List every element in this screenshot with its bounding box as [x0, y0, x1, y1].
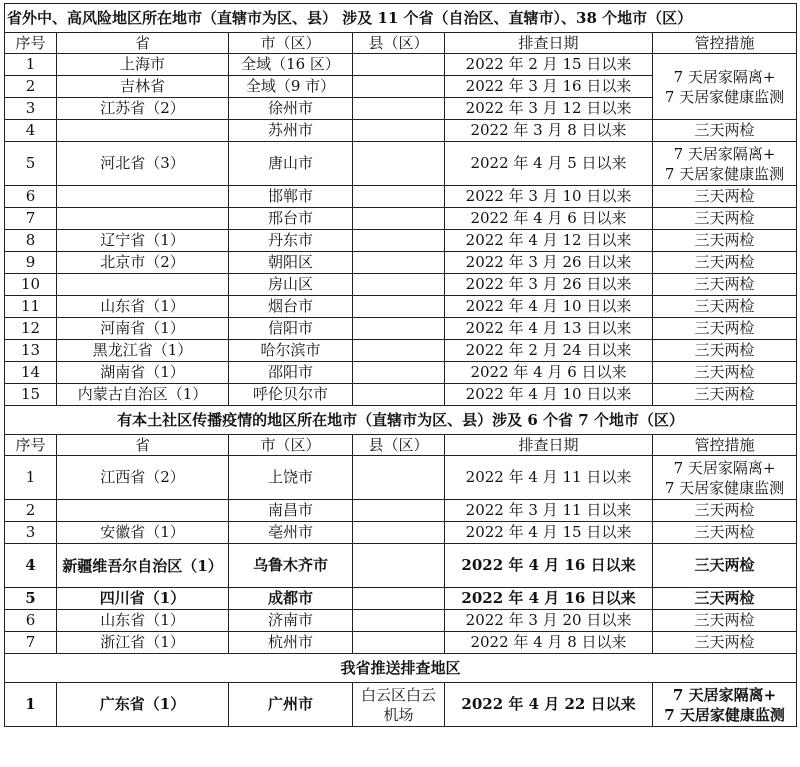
cell-measure: 三天两检: [653, 588, 797, 610]
cell-measure: 三天两检: [653, 362, 797, 384]
cell-date: 2022 年 4 月 16 日以来: [445, 588, 653, 610]
table-row: [5, 252, 797, 274]
cell-seq: 10: [5, 274, 57, 296]
cell-date: 2022 年 3 月 26 日以来: [445, 252, 653, 274]
cell-seq: 1: [5, 683, 57, 727]
cell-measure: 三天两检: [653, 186, 797, 208]
cell-province: 北京市（2）: [57, 252, 229, 274]
cell-province: 新疆维吾尔自治区（1）: [57, 544, 229, 588]
cell-date: 2022 年 4 月 16 日以来: [445, 544, 653, 588]
cell-date: 2022 年 4 月 22 日以来: [445, 683, 653, 727]
cell-date: 2022 年 3 月 12 日以来: [445, 98, 653, 120]
cell-seq: 6: [5, 610, 57, 632]
cell-city: 徐州市: [229, 98, 353, 120]
cell-city: 上饶市: [229, 456, 353, 500]
table-row: [5, 54, 797, 76]
cell-measure: 三天两检: [653, 632, 797, 654]
cell-city: 南昌市: [229, 500, 353, 522]
header-date: 排查日期: [445, 33, 653, 54]
measure-line-2: 7 天居家健康监测: [664, 164, 785, 183]
cell-measure: 三天两检: [653, 610, 797, 632]
cell-seq: 4: [5, 120, 57, 142]
cell-county: [353, 98, 445, 120]
cell-seq: 7: [5, 632, 57, 654]
header-city: 市（区）: [229, 435, 353, 456]
measure-line-1: 7 天居家隔离+: [673, 67, 776, 86]
cell-province: 浙江省（1）: [57, 632, 229, 654]
header-measure: 管控措施: [653, 33, 797, 54]
cell-province: 山东省（1）: [57, 610, 229, 632]
cell-county: [353, 340, 445, 362]
section2-title: 有本土社区传播疫情的地区所在地市（直辖市为区、县）涉及 6 个省 7 个地市（区）: [5, 406, 797, 435]
cell-city: 唐山市: [229, 142, 353, 186]
section1-title: 省外中、高风险地区所在地市（直辖市为区、县） 涉及 11 个省（自治区、直辖市）、38 个地市（区）: [5, 4, 797, 33]
cell-measure-quarantine: [653, 456, 797, 500]
cell-seq: 5: [5, 588, 57, 610]
cell-date: 2022 年 4 月 11 日以来: [445, 456, 653, 500]
cell-province: 河北省（3）: [57, 142, 229, 186]
cell-city: 丹东市: [229, 230, 353, 252]
cell-date: 2022 年 3 月 26 日以来: [445, 274, 653, 296]
cell-county: [353, 54, 445, 76]
cell-city: 杭州市: [229, 632, 353, 654]
cell-measure: 三天两检: [653, 500, 797, 522]
cell-province: [57, 208, 229, 230]
cell-seq: 3: [5, 522, 57, 544]
cell-date: 2022 年 4 月 6 日以来: [445, 208, 653, 230]
cell-county: [353, 186, 445, 208]
table-row: [5, 500, 797, 522]
cell-county: [353, 230, 445, 252]
table-row: [5, 544, 797, 588]
table-row: [5, 632, 797, 654]
cell-seq: 13: [5, 340, 57, 362]
cell-province: 湖南省（1）: [57, 362, 229, 384]
table-row: [5, 362, 797, 384]
header-province: 省: [57, 435, 229, 456]
cell-province: 吉林省: [57, 76, 229, 98]
cell-date: 2022 年 2 月 24 日以来: [445, 340, 653, 362]
cell-county: [353, 362, 445, 384]
cell-province: 四川省（1）: [57, 588, 229, 610]
cell-city: 全域（16 区）: [229, 54, 353, 76]
header-seq: 序号: [5, 33, 57, 54]
cell-measure: 三天两检: [653, 274, 797, 296]
cell-measure-quarantine: [653, 683, 797, 727]
table-header-row: [5, 435, 797, 456]
cell-measure: 三天两检: [653, 120, 797, 142]
cell-city: 济南市: [229, 610, 353, 632]
table-row: [5, 318, 797, 340]
cell-county: [353, 318, 445, 340]
table-row: [5, 274, 797, 296]
cell-province: 江西省（2）: [57, 456, 229, 500]
cell-county: [353, 456, 445, 500]
cell-seq: 12: [5, 318, 57, 340]
cell-measure: 三天两检: [653, 522, 797, 544]
cell-date: 2022 年 4 月 8 日以来: [445, 632, 653, 654]
cell-city: 全域（9 市）: [229, 76, 353, 98]
risk-area-table: [4, 3, 797, 727]
cell-city: 邵阳市: [229, 362, 353, 384]
cell-date: 2022 年 3 月 20 日以来: [445, 610, 653, 632]
table-row: [5, 186, 797, 208]
table-row: [5, 683, 797, 727]
header-county: 县（区）: [353, 435, 445, 456]
cell-province: [57, 274, 229, 296]
cell-city: 哈尔滨市: [229, 340, 353, 362]
cell-city: 成都市: [229, 588, 353, 610]
cell-county: [353, 208, 445, 230]
cell-city: 邯郸市: [229, 186, 353, 208]
cell-measure: 三天两检: [653, 544, 797, 588]
cell-seq: 9: [5, 252, 57, 274]
cell-city: 信阳市: [229, 318, 353, 340]
measure-line-2: 7 天居家健康监测: [664, 87, 785, 106]
cell-province: 上海市: [57, 54, 229, 76]
cell-province: 黑龙江省（1）: [57, 340, 229, 362]
cell-seq: 7: [5, 208, 57, 230]
cell-date: 2022 年 3 月 10 日以来: [445, 186, 653, 208]
cell-date: 2022 年 4 月 15 日以来: [445, 522, 653, 544]
header-city: 市（区）: [229, 33, 353, 54]
cell-seq: 3: [5, 98, 57, 120]
cell-province: 安徽省（1）: [57, 522, 229, 544]
header-date: 排查日期: [445, 435, 653, 456]
cell-measure-quarantine: [653, 54, 797, 120]
cell-seq: 5: [5, 142, 57, 186]
cell-province: 内蒙古自治区（1）: [57, 384, 229, 406]
cell-province: 辽宁省（1）: [57, 230, 229, 252]
table-row: [5, 456, 797, 500]
table-row: [5, 142, 797, 186]
cell-county: [353, 522, 445, 544]
cell-city: 苏州市: [229, 120, 353, 142]
measure-line-1: 7 天居家隔离+: [672, 685, 777, 704]
cell-date: 2022 年 4 月 12 日以来: [445, 230, 653, 252]
cell-seq: 4: [5, 544, 57, 588]
cell-date: 2022 年 3 月 11 日以来: [445, 500, 653, 522]
cell-county: [353, 252, 445, 274]
cell-province: 山东省（1）: [57, 296, 229, 318]
table-row: [5, 340, 797, 362]
header-county: 县（区）: [353, 33, 445, 54]
table-row: [5, 522, 797, 544]
cell-city: 亳州市: [229, 522, 353, 544]
cell-province: [57, 120, 229, 142]
cell-county: [353, 76, 445, 98]
cell-measure: 三天两检: [653, 318, 797, 340]
cell-seq: 2: [5, 76, 57, 98]
header-province: 省: [57, 33, 229, 54]
cell-province: 江苏省（2）: [57, 98, 229, 120]
cell-seq: 11: [5, 296, 57, 318]
table-row: [5, 120, 797, 142]
measure-line-2: 7 天居家健康监测: [664, 478, 785, 497]
cell-date: 2022 年 3 月 8 日以来: [445, 120, 653, 142]
cell-county: [353, 384, 445, 406]
cell-county: [353, 274, 445, 296]
cell-city: 朝阳区: [229, 252, 353, 274]
cell-city: 邢台市: [229, 208, 353, 230]
cell-county: [353, 588, 445, 610]
table-row: [5, 230, 797, 252]
cell-seq: 14: [5, 362, 57, 384]
header-measure: 管控措施: [653, 435, 797, 456]
cell-city: 呼伦贝尔市: [229, 384, 353, 406]
cell-county: [353, 500, 445, 522]
table-header-row: [5, 33, 797, 54]
section3-title: 我省推送排查地区: [5, 654, 797, 683]
cell-date: 2022 年 4 月 5 日以来: [445, 142, 653, 186]
measure-line-1: 7 天居家隔离+: [673, 144, 776, 163]
cell-province: [57, 500, 229, 522]
header-seq: 序号: [5, 435, 57, 456]
cell-county: [353, 296, 445, 318]
table-row: [5, 296, 797, 318]
cell-seq: 1: [5, 456, 57, 500]
cell-county: [353, 632, 445, 654]
cell-county: [353, 120, 445, 142]
cell-county: [353, 142, 445, 186]
cell-date: 2022 年 4 月 6 日以来: [445, 362, 653, 384]
cell-measure: 三天两检: [653, 230, 797, 252]
cell-measure-quarantine: [653, 142, 797, 186]
cell-province: 河南省（1）: [57, 318, 229, 340]
cell-measure: 三天两检: [653, 208, 797, 230]
cell-seq: 15: [5, 384, 57, 406]
cell-seq: 6: [5, 186, 57, 208]
table-row: [5, 384, 797, 406]
cell-measure: 三天两检: [653, 340, 797, 362]
cell-county: [353, 610, 445, 632]
cell-date: 2022 年 2 月 15 日以来: [445, 54, 653, 76]
cell-measure: 三天两检: [653, 296, 797, 318]
table-row: [5, 588, 797, 610]
cell-seq: 2: [5, 500, 57, 522]
cell-city: 乌鲁木齐市: [229, 544, 353, 588]
cell-seq: 8: [5, 230, 57, 252]
measure-line-1: 7 天居家隔离+: [673, 458, 776, 477]
cell-province: 广东省（1）: [57, 683, 229, 727]
cell-date: 2022 年 4 月 10 日以来: [445, 296, 653, 318]
cell-date: 2022 年 4 月 10 日以来: [445, 384, 653, 406]
cell-county: 白云区白云机场: [353, 683, 445, 727]
table-row: [5, 610, 797, 632]
cell-county: [353, 544, 445, 588]
cell-date: 2022 年 4 月 13 日以来: [445, 318, 653, 340]
cell-date: 2022 年 3 月 16 日以来: [445, 76, 653, 98]
cell-city: 广州市: [229, 683, 353, 727]
measure-line-2: 7 天居家健康监测: [664, 705, 785, 724]
table-row: [5, 208, 797, 230]
document-page: [4, 3, 796, 727]
cell-seq: 1: [5, 54, 57, 76]
cell-measure: 三天两检: [653, 252, 797, 274]
cell-measure: 三天两检: [653, 384, 797, 406]
cell-province: [57, 186, 229, 208]
cell-city: 烟台市: [229, 296, 353, 318]
cell-city: 房山区: [229, 274, 353, 296]
